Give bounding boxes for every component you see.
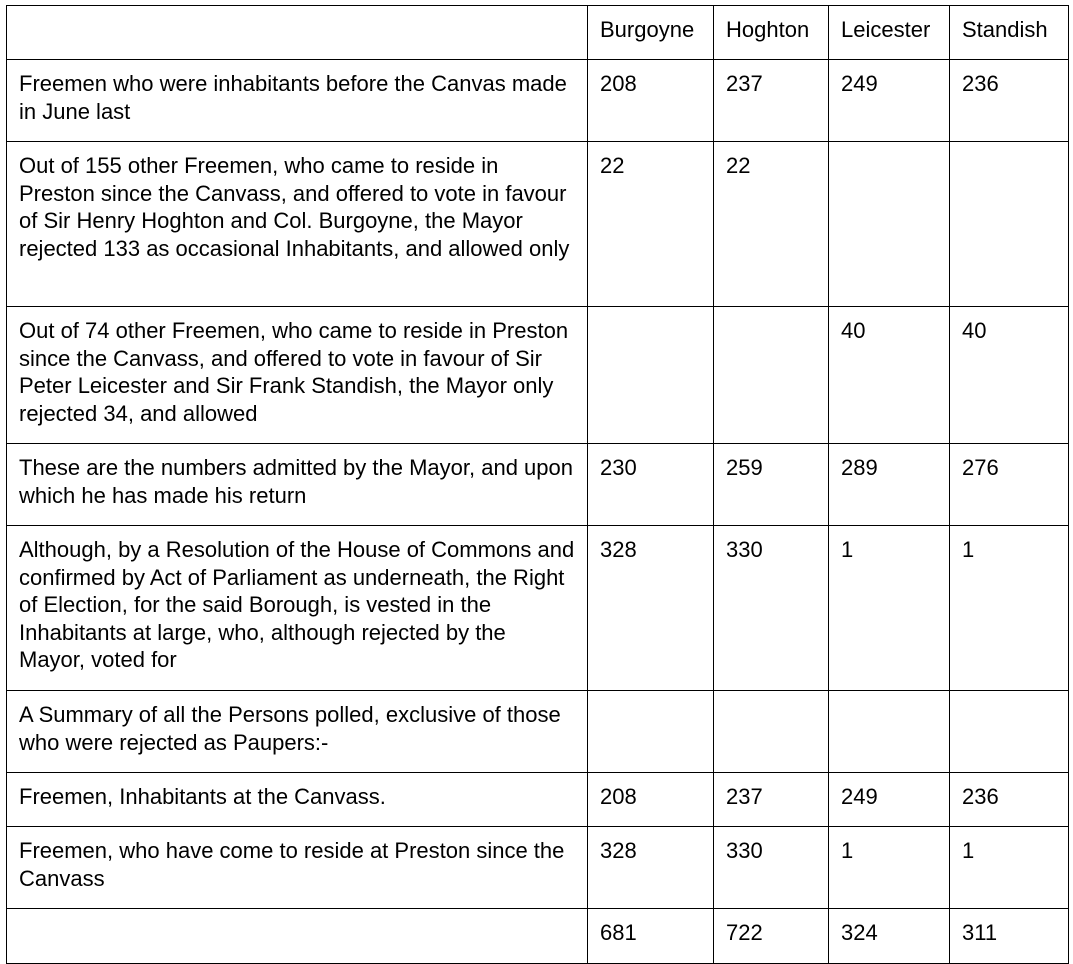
value-standish: 236 bbox=[950, 60, 1069, 142]
value-burgoyne: 22 bbox=[588, 142, 714, 307]
row-label: These are the numbers admitted by the Mayor, and upon which he has made his return bbox=[7, 444, 588, 526]
row-label: A Summary of all the Persons polled, exclusive of those who were rejected as Paupers:- bbox=[7, 691, 588, 773]
value-standish: 1 bbox=[950, 827, 1069, 909]
value-burgoyne: 208 bbox=[588, 773, 714, 827]
value-standish bbox=[950, 142, 1069, 307]
row-label: Although, by a Resolution of the House of Commons and confirmed by Act of Parliament as underneath, the Right of Election, for the said Borough, is vested in the Inhabitants at large, who, although rejected by the Mayor, voted for bbox=[7, 526, 588, 691]
value-burgoyne: 328 bbox=[588, 827, 714, 909]
totals-row bbox=[7, 909, 1069, 964]
value-hoghton: 330 bbox=[714, 526, 829, 691]
header-hoghton: Hoghton bbox=[714, 6, 829, 60]
poll-table bbox=[6, 5, 1069, 964]
row-label bbox=[7, 909, 588, 964]
value-leicester bbox=[829, 142, 950, 307]
table-row bbox=[7, 60, 1069, 142]
value-leicester bbox=[829, 691, 950, 773]
total-leicester: 324 bbox=[829, 909, 950, 964]
value-hoghton bbox=[714, 307, 829, 444]
value-burgoyne: 230 bbox=[588, 444, 714, 526]
value-burgoyne bbox=[588, 691, 714, 773]
value-standish: 1 bbox=[950, 526, 1069, 691]
total-standish: 311 bbox=[950, 909, 1069, 964]
value-hoghton: 259 bbox=[714, 444, 829, 526]
header-burgoyne: Burgoyne bbox=[588, 6, 714, 60]
value-hoghton: 330 bbox=[714, 827, 829, 909]
row-label: Freemen, who have come to reside at Preston since the Canvass bbox=[7, 827, 588, 909]
value-leicester: 289 bbox=[829, 444, 950, 526]
table-row bbox=[7, 444, 1069, 526]
table-row bbox=[7, 526, 1069, 691]
value-leicester: 249 bbox=[829, 773, 950, 827]
header-leicester: Leicester bbox=[829, 6, 950, 60]
row-label: Out of 155 other Freemen, who came to reside in Preston since the Canvass, and offered to vote in favour of Sir Henry Hoghton and Col. Burgoyne, the Mayor rejected 133 as occasional Inhabitants, and allowed only bbox=[7, 142, 588, 307]
value-leicester: 1 bbox=[829, 526, 950, 691]
total-burgoyne: 681 bbox=[588, 909, 714, 964]
value-standish: 40 bbox=[950, 307, 1069, 444]
value-burgoyne bbox=[588, 307, 714, 444]
table-row bbox=[7, 142, 1069, 307]
value-leicester: 1 bbox=[829, 827, 950, 909]
value-burgoyne: 208 bbox=[588, 60, 714, 142]
value-standish bbox=[950, 691, 1069, 773]
value-hoghton: 22 bbox=[714, 142, 829, 307]
value-hoghton: 237 bbox=[714, 773, 829, 827]
table-row bbox=[7, 773, 1069, 827]
header-row bbox=[7, 6, 1069, 60]
value-standish: 276 bbox=[950, 444, 1069, 526]
row-label: Out of 74 other Freemen, who came to reside in Preston since the Canvass, and offered to vote in favour of Sir Peter Leicester and Sir Frank Standish, the Mayor only rejected 34, and allowed bbox=[7, 307, 588, 444]
value-standish: 236 bbox=[950, 773, 1069, 827]
total-hoghton: 722 bbox=[714, 909, 829, 964]
value-leicester: 40 bbox=[829, 307, 950, 444]
value-hoghton bbox=[714, 691, 829, 773]
table-row bbox=[7, 827, 1069, 909]
value-leicester: 249 bbox=[829, 60, 950, 142]
row-label: Freemen, Inhabitants at the Canvass. bbox=[7, 773, 588, 827]
header-standish: Standish bbox=[950, 6, 1069, 60]
header-blank-cell bbox=[7, 6, 588, 60]
table-row bbox=[7, 307, 1069, 444]
value-burgoyne: 328 bbox=[588, 526, 714, 691]
value-hoghton: 237 bbox=[714, 60, 829, 142]
row-label: Freemen who were inhabitants before the Canvas made in June last bbox=[7, 60, 588, 142]
table-row bbox=[7, 691, 1069, 773]
